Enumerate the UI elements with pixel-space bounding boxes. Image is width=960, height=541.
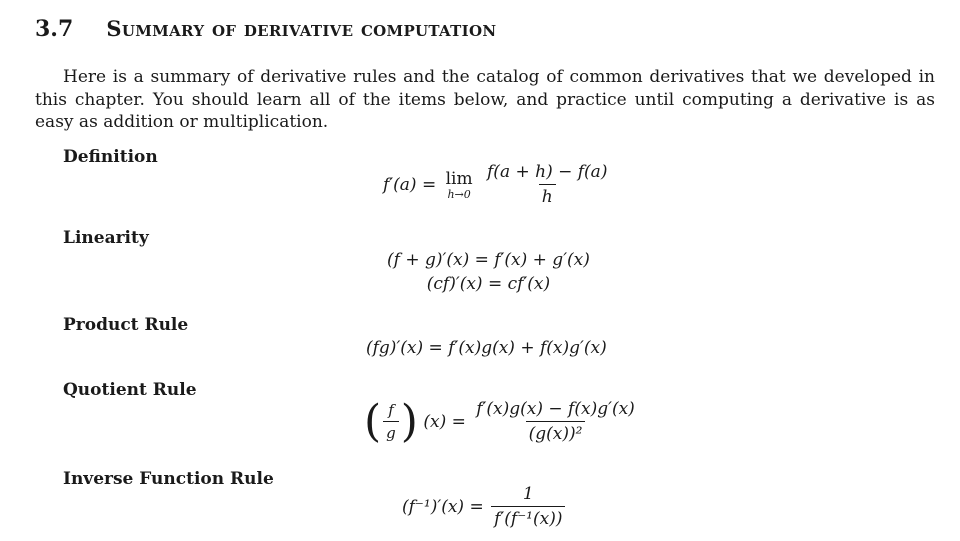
- limit-operator: [446, 169, 473, 201]
- left-paren: (: [364, 395, 382, 447]
- quotient-lhs: [364, 395, 418, 447]
- intro-paragraph: Here is a summary of derivative rules and the catalog of common derivatives that we developed in this chapter. You should learn all of the items below, and practice until computing a derivative is as easy as addition or multiplication.: [35, 67, 935, 132]
- right-paren: ): [400, 395, 418, 447]
- quotient-numerator: f′(x)g(x) − f(x)g′(x): [476, 399, 635, 419]
- inverse-fraction: [491, 484, 565, 529]
- linearity-formula: [387, 248, 590, 296]
- inverse-denominator: f′(f⁻¹(x)): [491, 506, 565, 529]
- product-rule-formula: (fg)′(x) = f′(x)g(x) + f(x)g′(x): [366, 338, 607, 358]
- linearity-label: Linearity: [63, 228, 149, 248]
- section-heading: [35, 6, 496, 44]
- f-over-g-denominator: g: [383, 421, 399, 442]
- section-title: Summary of derivative computation: [106, 16, 497, 41]
- quotient-rule-formula: [364, 395, 640, 447]
- quotient-denominator: (g(x))²: [526, 421, 586, 444]
- inverse-rule-formula: [402, 484, 567, 529]
- quotient-lhs-tail: (x) =: [423, 411, 466, 432]
- limit-op-text: lim: [445, 168, 473, 189]
- f-over-g: [383, 401, 399, 442]
- definition-formula: [383, 162, 612, 207]
- inverse-numerator: 1: [522, 484, 534, 504]
- definition-numerator: f(a + h) − f(a): [487, 162, 608, 182]
- inverse-lhs: (f⁻¹)′(x) =: [402, 496, 484, 517]
- section-number: 3.7: [35, 16, 74, 42]
- linearity-constant-rule: (cf)′(x) = cf′(x): [426, 274, 551, 294]
- definition-lhs: f′(a) =: [383, 174, 437, 195]
- linearity-sum-rule: (f + g)′(x) = f′(x) + g′(x): [387, 250, 590, 270]
- inverse-rule-label: Inverse Function Rule: [63, 469, 274, 489]
- quotient-fraction: [473, 399, 638, 444]
- product-rule-label: Product Rule: [63, 315, 189, 335]
- limit-subscript: h→0: [447, 187, 471, 201]
- quotient-rule-label: Quotient Rule: [63, 380, 197, 400]
- f-over-g-numerator: f: [388, 401, 394, 419]
- definition-denominator: h: [539, 184, 556, 207]
- definition-label: Definition: [63, 147, 158, 167]
- difference-quotient: [484, 162, 610, 207]
